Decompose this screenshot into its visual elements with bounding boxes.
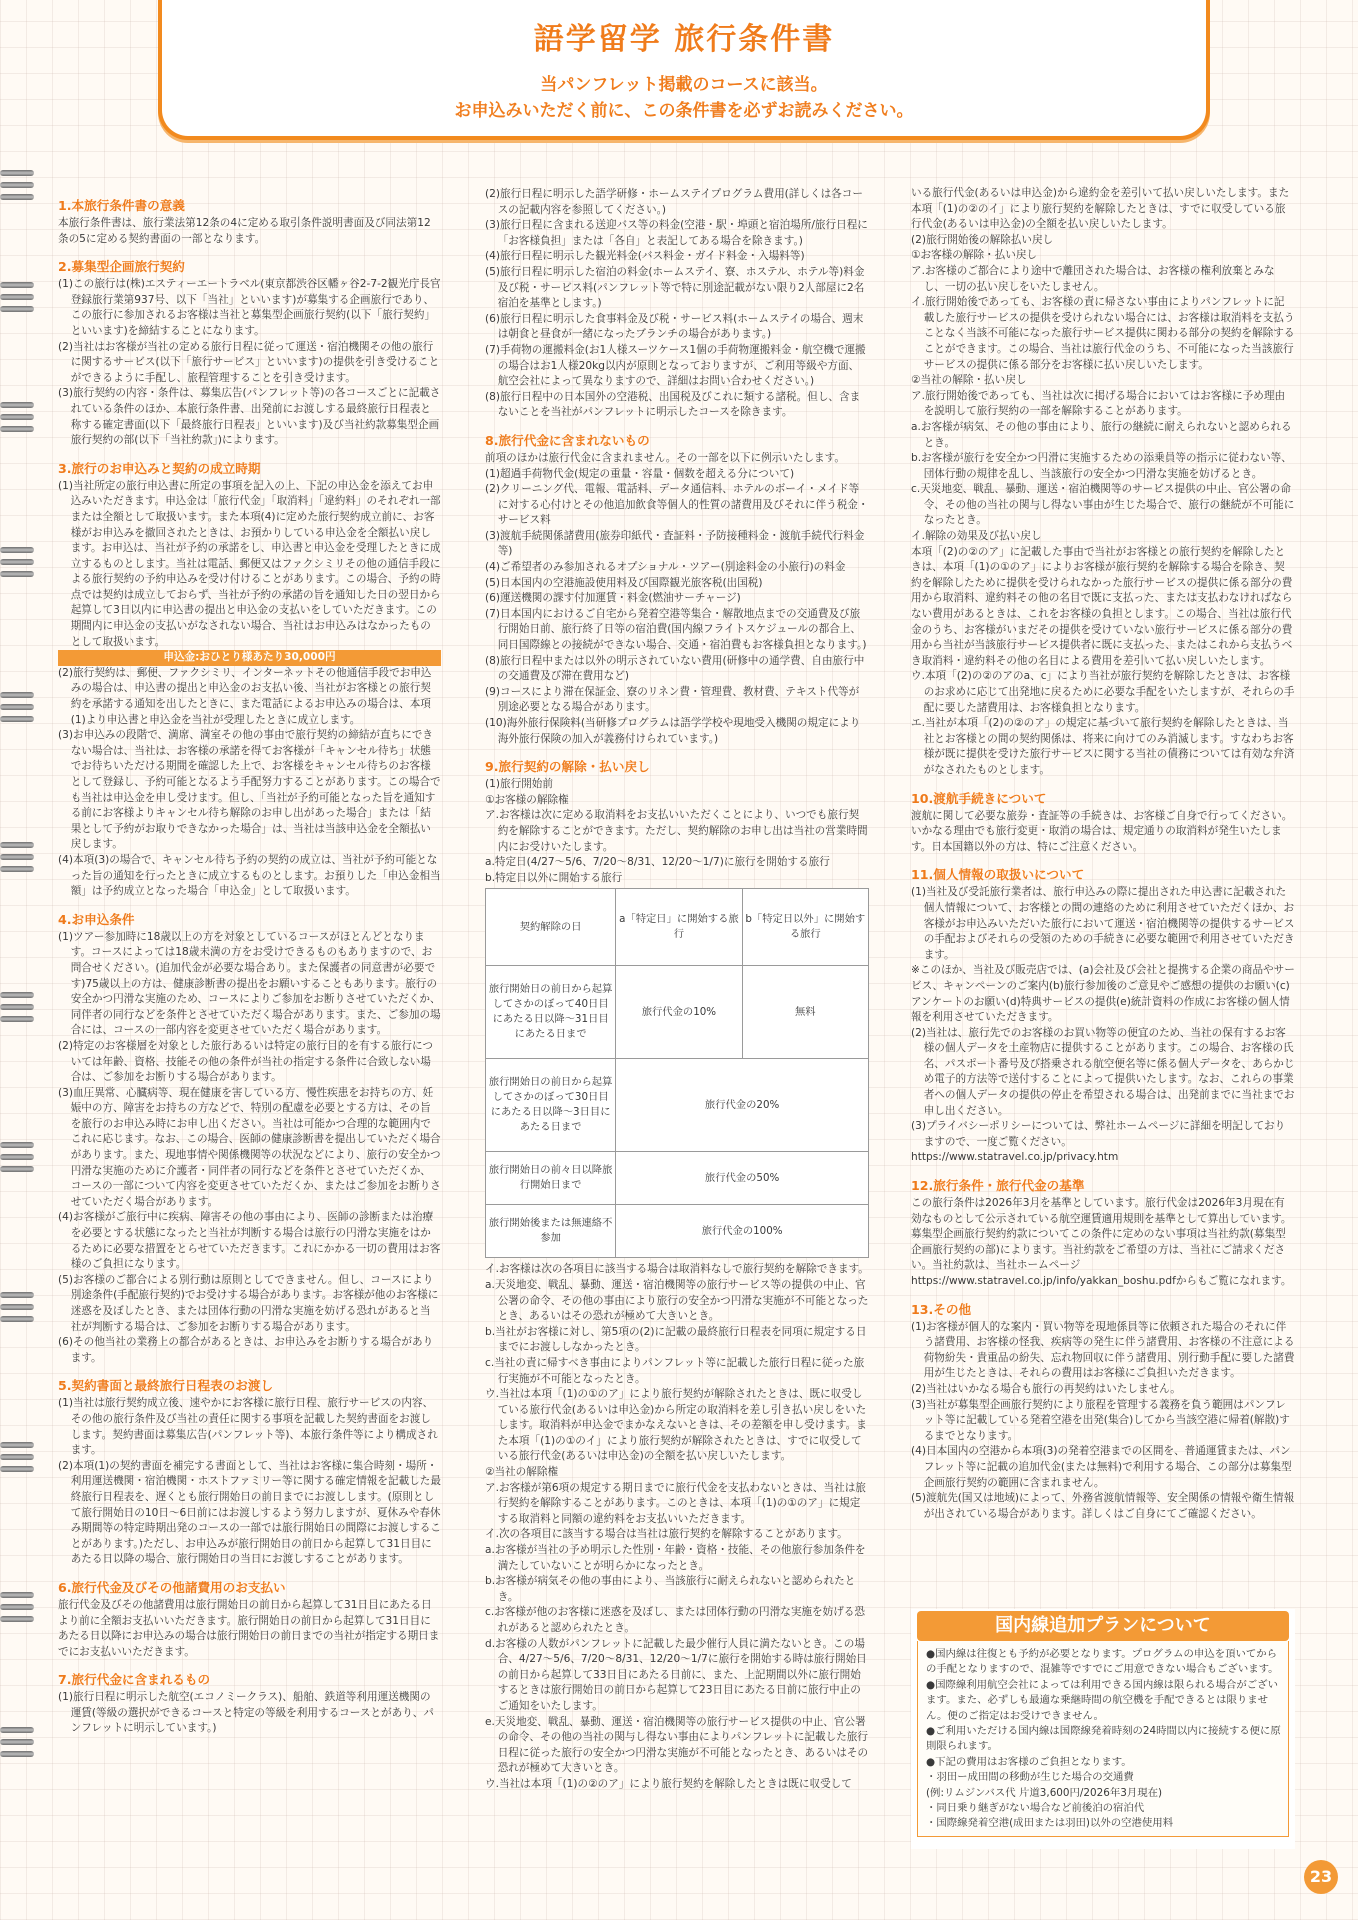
paragraph: (4)日本国内の空港から本項(3)の発着空港までの区間を、普通運賃または、パンフレット等に記載の追加代金(または無料)で利用する場合、この部分は募集型企画旅行契約の範囲に含まれません。 [911, 1445, 1292, 1489]
paragraph: (4)ご希望者のみ参加されるオプショナル・ツアー(別途料金の小旅行)の料金 [485, 561, 846, 574]
paragraph: (1)お客様が個人的な案内・買い物等を現地係員等に依頼された場合のそれに伴う諸費用、お客様の怪我、疾病等の発生に伴う諸費用、お客様の不注意による荷物紛失・貴重品の紛失、忘れ物回収に伴う諸費用、別行動手配に要した諸費用が生じたときは、それらの費用はお客様にご負担いただきます。 [911, 1320, 1295, 1380]
section-heading: 8.旅行代金に含まれないもの [485, 432, 650, 448]
table-row [486, 966, 869, 1059]
paragraph: イ.旅行開始後であっても、お客様の責に帰さない事由によりパンフレットに記載した旅行サービスの提供を受けられない場合には、お客様は取消料を支払うことなく当該不可能になった旅行サービス提供に関わる部分の契約を解除することができます。この場合、当社は旅行代金のうち、不可能になった当該旅行サービスの提供に係る部分をお客様に払い戻しいたします。 [911, 296, 1295, 371]
paragraph: ア.お客様のご都合により途中で離団された場合は、お客様の権利放棄とみなし、一切の払い戻しをいたしません。 [911, 264, 1275, 293]
column-1 [58, 186, 441, 1737]
section-heading: 10.渡航手続きについて [911, 790, 1047, 806]
paragraph: a.天災地変、戦乱、暴動、運送・宿泊機関等の旅行サービス等の提供の中止、官公署の命令、その他の事由により旅行の安全かつ円滑な実施が不可能となったとき、あるいはその恐れが極めて大きいとき。 [485, 1278, 869, 1323]
paragraph: (5)渡航先(国又は地域)によって、外務省渡航情報等、安全関係の情報や衛生情報が出されている場合があります。詳しくはご自身にてご確認ください。 [911, 1492, 1295, 1520]
header-banner [158, 0, 1210, 140]
binder-ring [0, 545, 38, 579]
paragraph: https://www.statravel.co.jp/info/yakkan_boshu.pdfからもご覧になれます。 [911, 1275, 1292, 1287]
paragraph: ※このほか、当社及び販売店では、(a)会社及び会社と提携する企業の商品やサービス、キャンペーンのご案内(b)旅行参加後のご意見やご感想の提供のお願い(c)アンケートのお願い(d)特典サービスの提供(e)統計資料の作成にお客様の個人情報を利用させていただきます。 [911, 964, 1295, 1024]
paragraph: (6)その他当社の業務上の都合があるときは、お申込みをお断りする場合があります。 [58, 1336, 434, 1364]
paragraph: ウ.当社は本項「(1)の①のア」により旅行契約が解除されたときは、既に収受している旅行代金(あるいは申込金)から所定の取消料を差し引き払い戻しをいたします。取消料が申込金でまかなえないときは、その差額を申し受けます。また本項「(1)の①のイ」により旅行契約が解除されたときは、すでに収受している旅行代金(あるいは申込金)の全額を払い戻しいたします。 [485, 1388, 867, 1463]
paragraph: (3)渡航手続関係諸費用(旅券印紙代・査証料・予防接種料金・渡航手続代行料金等) [485, 529, 865, 558]
table-cell: 旅行代金の50% [616, 1152, 869, 1205]
paragraph: (7)手荷物の運搬料金(お1人様スーツケース1個の手荷物運搬料金・航空機で運搬の場合はお1人様20kg以内が原則となっておりますが、ご利用等級や方面、航空会社によって異なりますので、詳細はお問い合わせください。) [485, 343, 866, 388]
section-heading: 2.募集型企画旅行契約 [58, 259, 185, 275]
paragraph: (6)旅行日程に明示した食事料金及び税・サービス料(ホームステイの場合、週末は朝食と昼食が一緒になったブランチの場合があります。) [485, 312, 864, 341]
paragraph: (4)お客様がご旅行中に疾病、障害その他の事由により、医師の診断または治療を必要とする状態になったと当社が判断する場合は旅行の円滑な実施をはかるために必要な措置をとらせていただきます。これにかかる一切の費用はお客様のご負担になります。 [58, 1211, 441, 1271]
table-row [486, 1152, 869, 1205]
paragraph: (1)この旅行は(株)エスティーエートラベル(東京都渋谷区幡ヶ谷2-7-2観光庁長官登録旅行業第937号、以下「当社」といいます)が募集する企画旅行であり、この旅行に参加されるお客様は当社と募集型企画旅行契約(以下「旅行契約」といいます)を締結することになります。 [58, 278, 441, 337]
paragraph: この旅行条件は2026年3月を基準としています。旅行代金は2026年3月現在有効なものとして公示されている航空運賃適用規則を基準として算出しています。募集型企画旅行契約約款についてこの条件に定めのない事項は当社約款(募集型企画旅行契約の部)によります。当社約款をご希望の方は、当社にご請求ください。当社約款は、当社ホームページ [911, 1197, 1292, 1272]
paragraph: c.天災地変、戦乱、暴動、運送・宿泊機関等のサービス提供の中止、官公署の命令、その他の当社の関与し得ない事由が生じた場合で、旅行の継続が不可能になったとき。 [911, 483, 1295, 527]
column-2 [485, 187, 869, 1793]
paragraph: ア.お客様が第6項の規定する期日までに旅行代金を支払わないときは、当社は旅行契約を解除することがあります。このときは、本項「(1)の①のア」に規定する取消料と同額の違約料をお支払いいただきます。 [485, 1481, 866, 1525]
binder-ring [0, 168, 38, 202]
paragraph: (9)コースにより滞在保証金、寮のリネン費・管理費、教材費、テキスト代等が別途必要となる場合があります。 [485, 685, 860, 714]
paragraph: (2)旅行契約は、郵便、ファクシミリ、インターネットその他通信手段でお申込みの場合は、申込書の提出と申込金のお支払い後、当社がお客様との旅行契約を承諾する通知を出したときに、また電話によるお申込みの場合は、本項(1)より申込書と申込金を当社が受理したときに成立します。 [58, 666, 432, 726]
binder-ring [0, 840, 38, 874]
paragraph: c.お客様が他のお客様に迷惑を及ぼし、または団体行動の円滑な実施を妨げる恐れがあると認められたとき。 [485, 1606, 865, 1634]
paragraph: イ.次の各項目に該当する場合は当社は旅行契約を解除することがあります。 [485, 1528, 848, 1541]
paragraph: (7)日本国内におけるご自宅から発着空港等集合・解散地点までの交通費及び旅行開始日前、旅行終了日等の宿泊費(国内線フライトスケジュールの都合上、同日国際線との接続ができない場合、交通・宿泊費もお客様負担となります。) [485, 607, 867, 652]
paragraph: b.当社がお客様に対し、第5項の(2)に記載の最終旅行日程表を同項に規定する日までにお渡ししなかったとき。 [485, 1325, 867, 1354]
paragraph: (3)プライバシーポリシーについては、弊社ホームページに詳細を明記しておりますので、一度ご覧ください。 [911, 1120, 1286, 1148]
plan-line: ●ご利用いただける国内線は国際線発着時刻の24時間以内に接続する便に原則限られます。 [926, 1725, 1281, 1753]
table-header-cell: a「特定日」に開始する旅行 [616, 889, 742, 966]
paragraph: 本旅行条件書は、旅行業法第12条の4に定める取引条件説明書面及び同法第12条の5に定める契約書面の一部となります。 [58, 217, 431, 245]
section-heading: 4.お申込条件 [58, 911, 135, 927]
section-heading: 7.旅行代金に含まれるもの [58, 1672, 211, 1688]
binder-ring [0, 1725, 38, 1759]
table-cell: 旅行代金の100% [616, 1205, 869, 1258]
binder-ring [0, 690, 38, 724]
plan-line: ●国内線は往復とも予約が必要となります。プログラムの申込を頂いてからの手配となりますので、混雑等ですでにご用意できない場合もございます。 [926, 1648, 1279, 1676]
paragraph: (5)日本国内の空港施設使用料及び国際観光旅客税(出国税) [485, 576, 763, 589]
section-heading: 5.契約書面と最終旅行日程表のお渡し [58, 1378, 274, 1394]
paragraph: (5)お客様のご都合による別行動は原則としてできません。但し、コースにより別途条件(手配旅行契約)でお受けする場合があります。お客様が他のお客様に迷惑を及ぼしたとき、または団体行動の円滑な実施を妨げる恐れがあると当社が判断する場合は、ご参加をお断りする場合があります。 [58, 1273, 439, 1333]
paragraph: a.お客様が病気、その他の事由により、旅行の継続に耐えられないと認められるとき。 [911, 420, 1292, 449]
paragraph: https://www.statravel.co.jp/privacy.htm [911, 1151, 1119, 1164]
plan-line: ●下記の費用はお客様のご負担となります。 [926, 1755, 1132, 1768]
plan-line: ・国際線発着空港(成田または羽田)以外の空港使用料 [926, 1817, 1174, 1830]
paragraph: イ.解除の効果及び払い戻し [911, 530, 1042, 543]
paragraph: (4)旅行日程に明示した観光料金(バス料金・ガイド料金・入場料等) [485, 250, 805, 263]
paragraph: (2)当社はいかなる場合も旅行の再契約はいたしません。 [911, 1382, 1181, 1395]
binder-rings [0, 150, 40, 1760]
plan-line: ・羽田ー成田間の移動が生じた場合の交通費 [926, 1771, 1134, 1784]
paragraph: (6)運送機関の課す付加運賃・料金(燃油サーチャージ) [485, 592, 741, 605]
section-heading: 9.旅行契約の解除・払い戻し [485, 759, 650, 775]
paragraph: (8)旅行日程中の日本国外の空港税、出国税及びこれに類する諸税。但し、含まないことを当社がパンフレットに明示したコースを除きます。 [485, 390, 861, 419]
paragraph: (2)旅行開始後の解除払い戻し [911, 233, 1054, 246]
paragraph: (3)血圧異常、心臓病等、現在健康を害している方、慢性疾患をお持ちの方、妊娠中の方、障害をお持ちの方などで、特別の配慮を必要とする方は、その旨を旅行のお申込み時にお申し出ください。当社は可能かつ合理的な範囲内でこれに応じます。なお、この場合、医師の健康診断書を提出していただく場合があります。また、現地事情や関係機関等の状況などにより、旅行の安全かつ円滑な実施のために介護者・同伴者の同行などを条件とさせていただくか、コースの一部について内容を変更させていただくか、またはご参加をお断りさせていただく場合があります。 [58, 1086, 441, 1208]
paragraph: ウ.本項「(2)の②のアのa、c」により当社が旅行契約を解除したときは、お客様のお求めに応じて出発地に戻るために必要な手配をいたしますが、それらの手配に要した諸費用は、お客様負担となります。 [911, 670, 1295, 714]
paragraph: (2)クリーニング代、電報、電話料、データ通信料、ホテルのボーイ・メイド等に対する心付けとその他追加飲食等個人的性質の諸費用及びそれに伴う税金・サービス料 [485, 483, 869, 527]
paragraph: (1)旅行日程に明示した航空(エコノミークラス)、船舶、鉄道等利用運送機関の運賃(等級の選択ができるコースと特定の等級を利用するコースとがあり、パンフレットに明示しています。) [58, 1691, 434, 1735]
paragraph: (2)特定のお客様層を対象とした旅行あるいは特定の旅行目的を有する旅行については年齢、資格、技能その他の条件が当社の指定する条件に合致しない場合は、ご参加をお断りする場合があります。 [58, 1039, 433, 1084]
paragraph: (1)当社所定の旅行申込書に所定の事項を記入の上、下記の申込金を添えてお申込みいただきます。申込金は「旅行代金」「取消料」「違約料」のそれぞれ一部または全額として取扱います。また本項(4)に定めた旅行契約成立前に、お客様がお申込みを撤回されたときは、お預かりしている申込金を全額払い戻します。お申込は、当社が予約の承諾をし、申込書と申込金を受理したときに成立するものとします。当社は電話、郵便又はファクシミリその他の通信手段による旅行契約の予約申込みを受け付けることがあります。この場合、予約の時点では契約は成立しておらず、当社が予約の承諾の旨を通知した日の翌日から起算して3日以内に申込書の提出と申込金の支払いをしていただきます。この期間内に申込金の支払いがなされない場合、当社はお申込みはなかったものとして取扱います。 [58, 479, 441, 648]
paragraph: (10)海外旅行保険料(当研修プログラムは語学学校や現地受入機関の規定により海外旅行保険の加入が義務付けられています。) [485, 717, 861, 745]
subtitle-line-1: 当パンフレット掲載のコースに該当。 [540, 75, 828, 95]
table-header-row [486, 889, 869, 966]
paragraph: (1)ツアー参加時に18歳以上の方を対象としているコースがほとんどとなります。コースによっては18歳未満の方をお受けできるものもありますので、お問合せください。(追加代金が必要な場合あり。また保護者の同意書が必要です)75歳以上の方は、健康診断書の提出をお願いすることもあります。旅行の安全かつ円滑な実施のため、コースによりご参加をお断りさせていただくか、同伴者の同行などを条件とさせていただく場合があります。また、ご参加の場合には、コースの一部内容を変更させていただく場合があります。 [58, 930, 441, 1037]
paragraph: ①お客様の解除権 [485, 793, 569, 806]
paragraph: (3)当社が募集型企画旅行契約により旅程を管理する義務を負う範囲はパンフレット等に記載している発着空港を出発(集合)してから当該空港に帰着(解散)するまでとなります。 [911, 1398, 1290, 1442]
table-row [486, 1205, 869, 1258]
paragraph: (2)当社は、旅行先でのお客様のお買い物等の便宜のため、当社の保有するお客様の個人データを土産物店に提供することがあります。この場合、お客様の氏名、パスポート番号及び搭乗される航空便名等に係る個人データを、あらかじめ電子的方法等で送付することによって提供いたします。なお、これらの事業者への個人データの提供の停止を希望される場合は、出発前までに当社までお申し出ください。 [911, 1026, 1295, 1117]
section-heading: 6.旅行代金及びその他諸費用のお支払い [58, 1579, 286, 1595]
domestic-flight-plan-box [911, 1609, 1295, 1849]
column-2-top [485, 187, 869, 886]
paragraph: b.お客様が旅行を安全かつ円滑に実施するための添乗員等の指示に従わない等、団体行動の規律を乱し、当該旅行の安全かつ円滑な実施を妨げるとき。 [911, 452, 1292, 480]
table-cell: 旅行開始日の前日から起算してさかのぼって40日目にあたる日以降〜31日目にあたる日まで [486, 966, 616, 1059]
table-header-cell: b「特定日以外」に開始する旅行 [742, 889, 868, 966]
section-heading: 1.本旅行条件書の意義 [58, 198, 185, 213]
binder-ring [0, 1590, 38, 1624]
paragraph: (2)当社はお客様が当社の定める旅行日程に従って運送・宿泊機関その他の旅行に関するサービス(以下「旅行サービス」といいます)の提供を引き受けることができるように手配し、旅程管理することを引き受けます。 [58, 340, 440, 384]
plan-title: 国内線追加プランについて [917, 1611, 1289, 1641]
table-row [486, 1059, 869, 1152]
subtitle-line-2: お申込みいただく前に、この条件書を必ずお読みください。 [454, 101, 914, 121]
paragraph: (3)お申込みの段階で、満席、満室その他の事由で旅行契約の締結が直ちにできない場合は、当社は、お客様の承諾を得てお客様が「キャンセル待ち」状態でお待ちいただける期間を確認した上で、お客様をキャンセル待ちのお客様として登録し、予約可能となるよう手配努力することがあります。この場合でも当社は申込金を申し受けます。但し、「当社が予約可能となった旨を通知する前にお客様よりキャンセル待ち解除のお申し出があった場合」または「結果として予約がお取りできなかった場合」は、当社は当該申込金を全額払い戻します。 [58, 729, 441, 851]
paragraph: ②当社の解除・払い戻し [911, 374, 1027, 387]
plan-line: (例:リムジンバス代 片道3,600円/2026年3月現在) [926, 1786, 1163, 1799]
section-heading: 12.旅行条件・旅行代金の基準 [911, 1178, 1085, 1194]
paragraph: エ.当社が本項「(2)の②のア」の規定に基づいて旅行契約を解除したときは、当社とお客様との間の契約関係は、将来に向けてのみ消滅します。すなわちお客様が既に提供を受けた旅行サービスに関する当社の債務については有効な弁済がなされたものとします。 [911, 717, 1295, 776]
paragraph: (1)当社は旅行契約成立後、速やかにお客様に旅行日程、旅行サービスの内容、その他の旅行条件及び当社の責任に関する事項を記載した契約書面をお渡しします。契約書面は募集広告(パンフレット等)、本旅行条件等により構成されます。 [58, 1397, 438, 1457]
paragraph: ア.旅行開始後であっても、当社は次に掲げる場合においてはお客様に予め理由を説明して旅行契約の一部を解除することがあります。 [911, 389, 1286, 418]
paragraph: 前項のほかは旅行代金に含まれません。その一部を以下に例示いたします。 [485, 451, 845, 464]
paragraph: d.お客様の人数がパンフレットに記載した最少催行人員に満たないとき。この場合、4/27〜5/6、7/20〜8/31、12/20〜1/7に旅行を開始する時は旅行開始日の前日から起算して33日目にあたる日前に、また、上記期間以外に旅行開始するときは旅行開始日の前日から起算して23日目にあたる日前に旅行中止のご通知をいたします。 [485, 1637, 867, 1712]
table-cell: 旅行開始後または無連絡不参加 [486, 1205, 616, 1258]
table-cell: 旅行代金の20% [616, 1059, 869, 1152]
paragraph: a.特定日(4/27〜5/6、7/20〜8/31、12/20〜1/7)に旅行を開始する旅行 [485, 856, 830, 869]
paragraph: (1)旅行開始前 [485, 778, 553, 791]
paragraph: c.当社の責に帰すべき事由によりパンフレット等に記載した旅行日程に従った旅行実施が不可能となったとき。 [485, 1356, 865, 1385]
page-title: 語学留学 旅行条件書 [533, 22, 835, 57]
plan-body [917, 1641, 1289, 1837]
page-number: 23 [1304, 1860, 1338, 1894]
paragraph: 渡航に関して必要な旅券・査証等の手続きは、お客様ご自身で行ってください。いかなる理由でも旅行変更・取消の場合は、規定通りの取消料が発生いたします。日本国籍以外の方は、特にご注意ください。 [911, 809, 1293, 853]
paragraph: a.お客様が当社の予め明示した性別・年齢・資格・技能、その他旅行参加条件を満たしていないことが明らかになったとき。 [485, 1544, 866, 1572]
paragraph: ②当社の解除権 [485, 1466, 559, 1479]
cancellation-fee-table [485, 888, 869, 1258]
column-2-bottom [485, 1262, 869, 1792]
binder-ring [0, 1440, 38, 1474]
section-heading: 13.その他 [911, 1301, 972, 1317]
paragraph: イ.お客様は次の各項目に該当する場合は取消料なしで旅行契約を解除できます。 [485, 1263, 869, 1276]
table-cell: 無料 [742, 966, 868, 1059]
paragraph: (4)本項(3)の場合で、キャンセル待ち予約の契約の成立は、当社が予約可能となった旨の通知を行ったときに成立するものとします。お預りした「申込金相当額」は予約成立となった場合「申込金」として取扱います。 [58, 853, 441, 898]
paragraph: いる旅行代金(あるいは申込金)から違約金を差引いて払い戻しいたします。また本項「(1)の②のイ」により旅行契約を解除したときは、すでに収受している旅行代金(あるいは申込金)の全額を払い戻しいたします。 [911, 187, 1290, 231]
paragraph: (1)超過手荷物代金(規定の重量・容量・個数を超える分について) [485, 467, 795, 480]
paragraph: ア.お客様は次に定める取消料をお支払いいただくことにより、いつでも旅行契約を解除することができます。ただし、契約解除のお申し出は当社の営業時間内にお受けいたします。 [485, 809, 868, 853]
table-cell: 旅行開始日の前日から起算してさかのぼって30日目にあたる日以降〜3日目にあたる日まで [486, 1059, 616, 1152]
paragraph: ①お客様の解除・払い戻し [911, 249, 1038, 262]
paragraph: b.お客様が病気その他の事由により、当該旅行に耐えられないと認められたとき。 [485, 1575, 856, 1603]
paragraph: (3)旅行日程に含まれる送迎バス等の料金(空港・駅・埠頭と宿泊場所/旅行日程に「お客様負担」または「各自」と表記してある場合を除きます。) [485, 219, 868, 247]
paragraph: ウ.当社は本項「(1)の②のア」により旅行契約を解除したときは既に収受して [485, 1777, 852, 1790]
section-heading: 3.旅行のお申込みと契約の成立時期 [58, 460, 261, 476]
paragraph: (5)旅行日程に明示した宿泊の料金(ホームステイ、寮、ホステル、ホテル等)料金及び税・サービス料(パンフレット等で特に別途記載がない限り2人部屋に2名宿泊を基準とします。) [485, 265, 865, 310]
paragraph: (3)旅行契約の内容・条件は、募集広告(パンフレット等)の各コースごとに記載されている条件のほか、本旅行条件書、出発前にお渡しする最終旅行日程表と称する確定書面(以下「最終旅行日程表」といいます)及び当社約款募集型企画旅行契約の部(以下「当社約款」)によります。 [58, 387, 441, 447]
deposit-highlight: 申込金:おひとり様あたり30,000円 [58, 650, 441, 666]
binder-ring [0, 1290, 38, 1324]
paragraph: e.天災地変、戦乱、暴動、運送・宿泊機関等の旅行サービス提供の中止、官公署の命令、その他の当社の関与し得ない事由によりパンフレットに記載した旅行日程に従った旅行の安全かつ円滑な実施が不可能となったとき、あるいはその恐れが極めて大きいとき。 [485, 1715, 869, 1775]
plan-line: ●国際線利用航空会社によっては利用できる国内線は限られる場合がございます。また、必ずしも最適な乗継時間の航空機を手配できるとは限りません。便のご指定はお受けできません。 [926, 1678, 1278, 1722]
section-heading: 11.個人情報の取扱いについて [911, 867, 1085, 883]
paragraph: 旅行代金及びその他諸費用は旅行開始日の前日から起算して31日目にあたる日より前に全額お支払いいただきます。旅行開始日の前日から起算して31日目にあたる日以降にお申込みの場合は旅行開始日の前日までの当社が指定する期日までにお支払いいただきます。 [58, 1598, 440, 1658]
paragraph: (8)旅行日程中または以外の明示されていない費用(研修中の通学費、自由旅行中の交通費及び滞在費用など) [485, 654, 865, 683]
binder-ring [0, 990, 38, 1024]
table-cell: 旅行開始日の前々日以降旅行開始日まで [486, 1152, 616, 1205]
paragraph: (2)旅行日程に明示した語学研修・ホームステイプログラム費用(詳しくは各コースの記載内容を参照してください。) [485, 188, 863, 216]
binder-ring [0, 280, 38, 314]
binder-ring [0, 400, 38, 434]
paragraph: b.特定日以外に開始する旅行 [485, 871, 623, 884]
table-header-cell: 契約解除の日 [486, 889, 616, 966]
paragraph: (2)本項(1)の契約書面を補完する書面として、当社はお客様に集合時刻・場所・利用運送機関・宿泊機関・ホストファミリー等に関する確定情報を記載した最終旅行日程表を、遅くとも旅行開始日の前日までにお渡しします。(原則として旅行開始日の10日〜6日前にはお渡しするよう努力しますが、夏休みや春休み期間等の特定時期出発のコースの一部では旅行開始日の間際にお渡しすることがあります。)ただし、お申込みが旅行開始日の前日から起算して31日目にあたる日以降の場合、旅行開始日の当日にお渡しすることがあります。 [58, 1459, 441, 1566]
binder-ring [0, 1140, 38, 1174]
paragraph: 本項「(2)の②のア」に記載した事由で当社がお客様との旅行契約を解除したときは、本項「(1)の①のア」によりお客様が旅行契約を解除する場合を除き、契約を解除したために提供を受けられなかった旅行サービスの提供に係る部分の費用から取消料、違約料その他の名目で既に支払った、または支払わなければならない費用があるときは、これをお客様の負担とします。この場合、当社は旅行代金のうち、お客様がいまだその提供を受けていない旅行サービスに係る部分の費用から当社が当該旅行サービス提供者に既に支払った、またはこれから支払うべき取消料・違約料その他の名目による費用を差引いて払い戻しいたします。 [911, 545, 1293, 667]
plan-line: ・同日乗り継ぎがない場合など前後泊の宿泊代 [926, 1802, 1145, 1815]
paragraph: (1)当社及び受託旅行業者は、旅行申込みの際に提出された申込書に記載された個人情報について、お客様との間の連絡のために利用させていただくほか、お客様がお申込みいただいた旅行において運送・宿泊機関等の提供するサービスの手配およびそれらの受領のための手続きに必要な範囲で利用させていただきます。 [911, 886, 1295, 961]
column-3 [911, 186, 1295, 1522]
table-cell: 旅行代金の10% [616, 966, 742, 1059]
